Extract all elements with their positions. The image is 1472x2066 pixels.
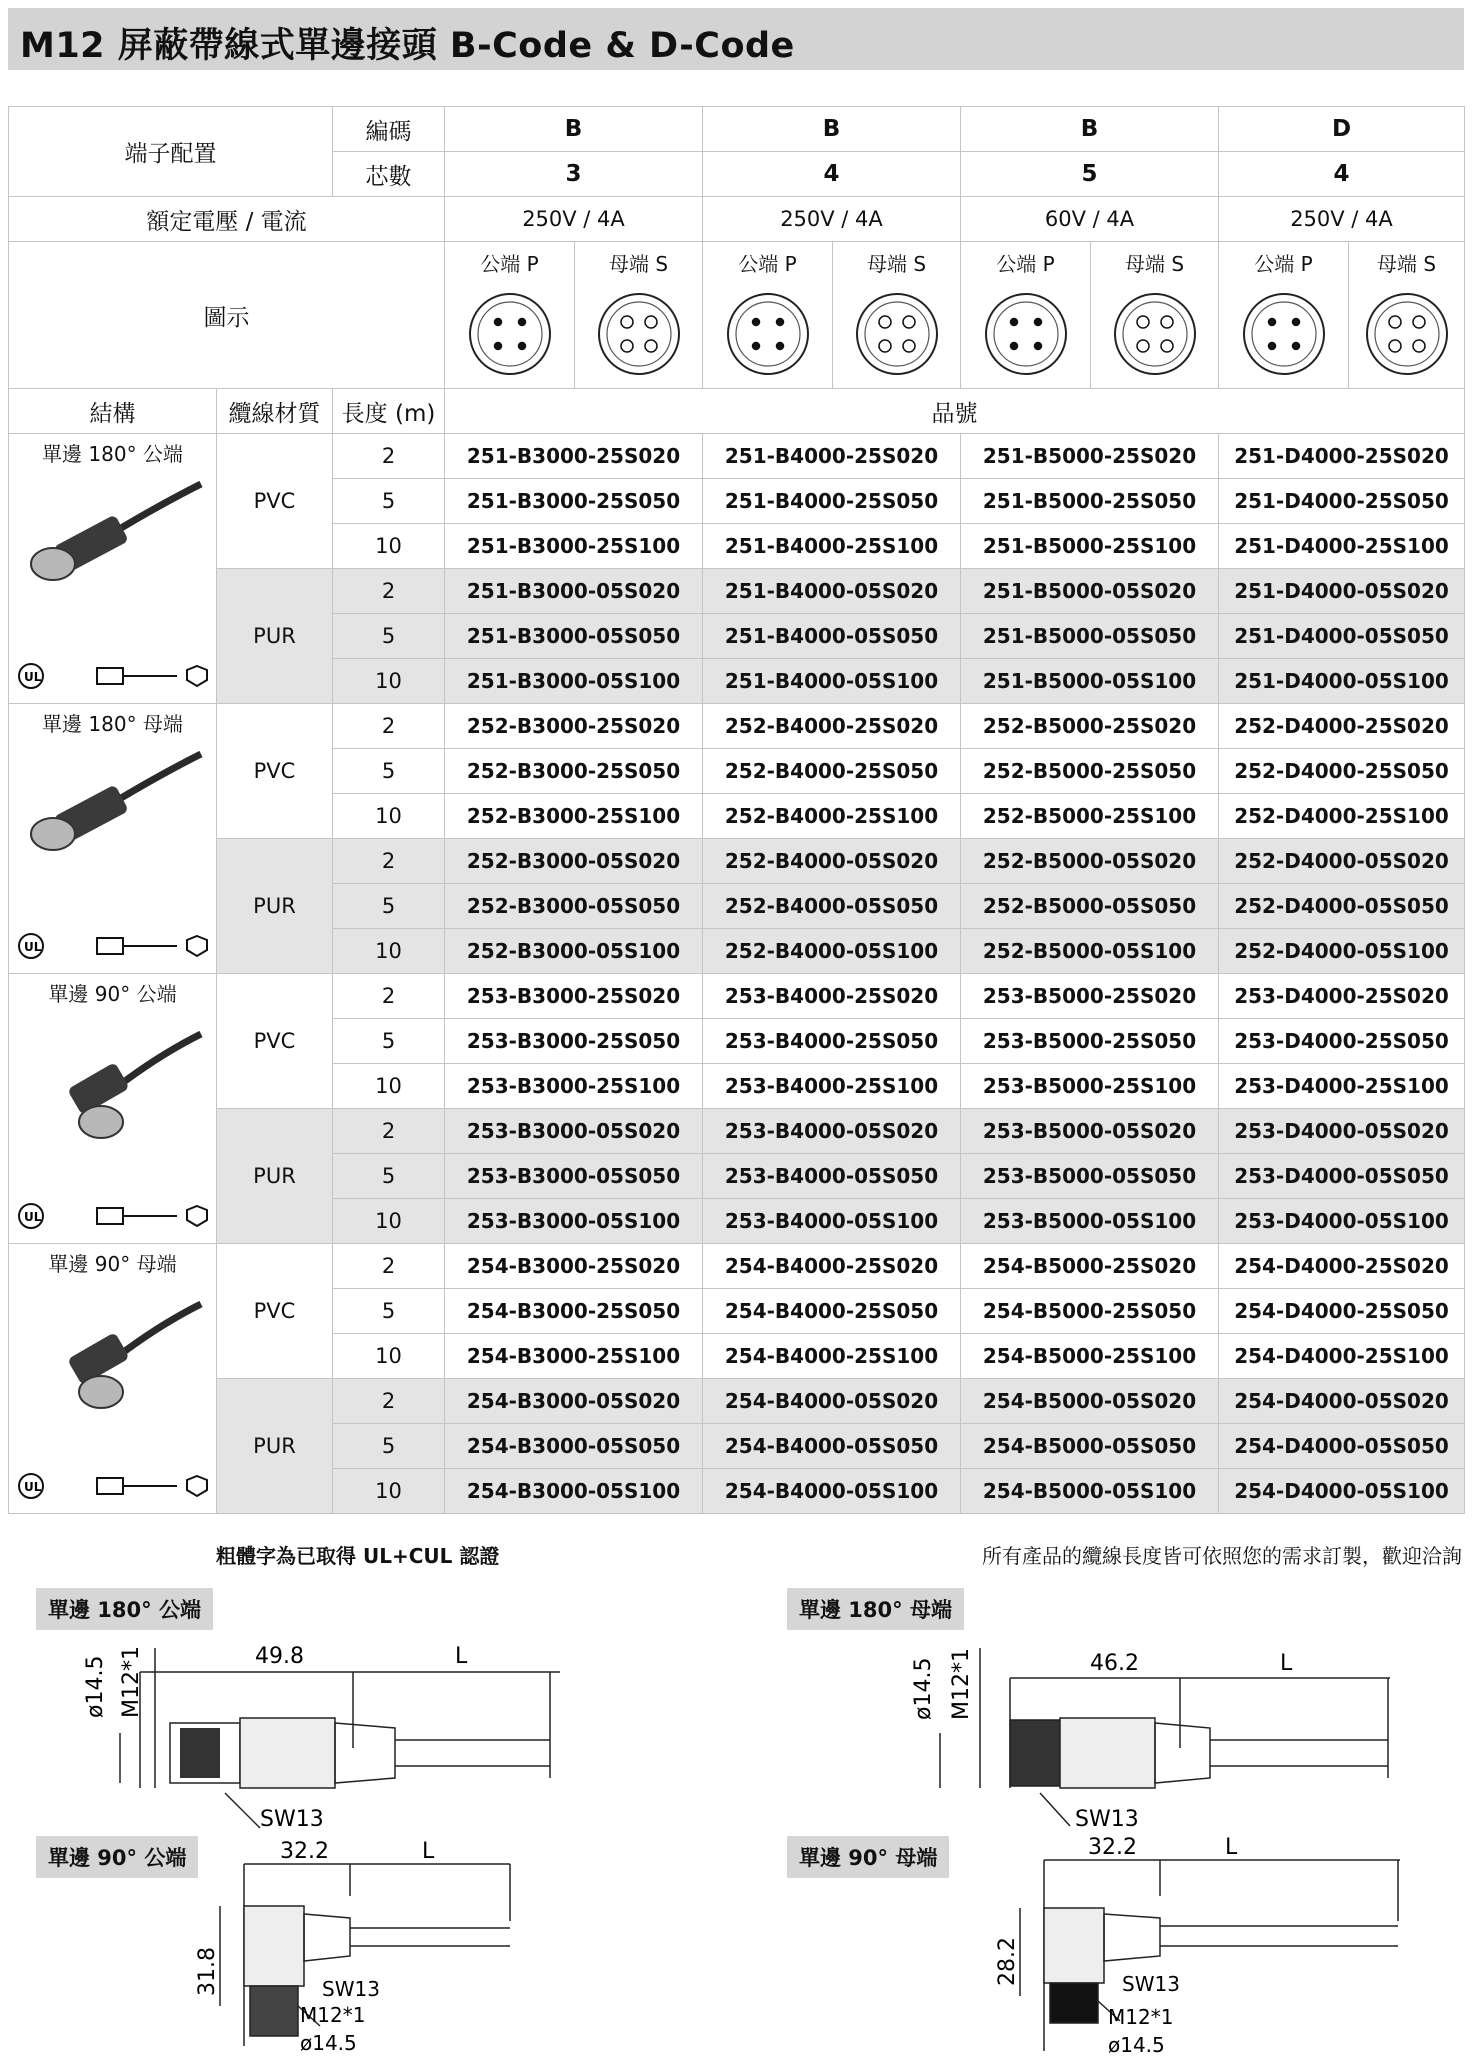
- male-label: 公端 P: [738, 252, 797, 276]
- length-cell: 2: [333, 839, 445, 884]
- part-no-header: 品號: [445, 389, 1465, 434]
- structure-cell: [9, 1244, 217, 1514]
- cores-label: 芯數: [333, 152, 445, 197]
- cert-icons: [17, 1472, 213, 1505]
- svg-text:UL: UL: [24, 1480, 42, 1494]
- part-number: 253-B4000-05S100: [703, 1199, 961, 1244]
- part-number: 251-D4000-25S100: [1219, 524, 1465, 569]
- part-number: 251-B5000-25S050: [961, 479, 1219, 524]
- length-cell: 2: [333, 434, 445, 479]
- part-number: 253-B4000-25S020: [703, 974, 961, 1019]
- female-pin-icon: [1113, 292, 1197, 376]
- col-rating: 250V / 4A: [1219, 197, 1465, 242]
- dim-cable: L: [1225, 1835, 1238, 1860]
- length-cell: 10: [333, 929, 445, 974]
- part-number: 254-D4000-25S050: [1219, 1289, 1465, 1334]
- dim-diameter: ø14.5: [911, 1657, 936, 1720]
- part-number: 253-B3000-25S050: [445, 1019, 703, 1064]
- length-cell: 2: [333, 1379, 445, 1424]
- part-number: 254-B4000-25S050: [703, 1289, 961, 1334]
- part-number: 254-B5000-25S020: [961, 1244, 1219, 1289]
- length-cell: 2: [333, 569, 445, 614]
- part-number: 254-B3000-05S100: [445, 1469, 703, 1514]
- part-number: 252-B3000-25S020: [445, 704, 703, 749]
- male-label: 公端 P: [480, 252, 539, 276]
- part-number: 252-B3000-05S020: [445, 839, 703, 884]
- part-number: 253-B4000-25S050: [703, 1019, 961, 1064]
- part-number: 251-B4000-25S050: [703, 479, 961, 524]
- svg-text:UL: UL: [24, 1210, 42, 1224]
- length-cell: 5: [333, 1154, 445, 1199]
- part-number: 254-B5000-05S100: [961, 1469, 1219, 1514]
- drawing-180-male: [60, 1628, 580, 1832]
- female-pin-cell: [1349, 242, 1465, 389]
- dim-sw: SW13: [1122, 1972, 1180, 1996]
- custom-length-note: 所有產品的纜線長度皆可依照您的需求訂製，歡迎洽詢: [982, 1544, 1462, 1568]
- part-number: 253-B5000-05S050: [961, 1154, 1219, 1199]
- part-number: 251-B5000-05S100: [961, 659, 1219, 704]
- length-cell: 10: [333, 524, 445, 569]
- part-number: 254-D4000-05S100: [1219, 1469, 1465, 1514]
- table-row: [9, 434, 1465, 479]
- female-pin-cell: [1091, 242, 1219, 389]
- length-cell: 2: [333, 1244, 445, 1289]
- terminal-config-label: 端子配置: [9, 107, 333, 197]
- page-title: M12 屏蔽帶線式單邊接頭 B-Code & D-Code: [20, 26, 795, 66]
- length-cell: 10: [333, 659, 445, 704]
- part-number: 253-D4000-05S020: [1219, 1109, 1465, 1154]
- cable-material: PVC: [217, 434, 333, 569]
- part-number: 251-B4000-25S020: [703, 434, 961, 479]
- length-cell: 5: [333, 1019, 445, 1064]
- part-number: 254-B4000-25S020: [703, 1244, 961, 1289]
- part-number: 253-D4000-25S020: [1219, 974, 1465, 1019]
- part-number: 251-B5000-25S100: [961, 524, 1219, 569]
- part-number: 252-B4000-25S100: [703, 794, 961, 839]
- dim-thread: M12*1: [119, 1646, 144, 1718]
- length-cell: 10: [333, 1469, 445, 1514]
- part-number: 253-B5000-25S020: [961, 974, 1219, 1019]
- part-number: 252-B4000-25S050: [703, 749, 961, 794]
- length-cell: 5: [333, 614, 445, 659]
- structure-name: 單邊 90° 公端: [48, 982, 177, 1006]
- part-number: 253-B5000-25S050: [961, 1019, 1219, 1064]
- drawing-label: 單邊 180° 公端: [36, 1588, 213, 1630]
- dim-length: 32.2: [1088, 1835, 1137, 1860]
- part-number: 251-B3000-05S100: [445, 659, 703, 704]
- drawing-90-female: [995, 1835, 1420, 2061]
- cable-material: PVC: [217, 974, 333, 1109]
- part-number: 254-B4000-05S020: [703, 1379, 961, 1424]
- part-number: 253-D4000-25S100: [1219, 1064, 1465, 1109]
- part-number: 254-B3000-25S050: [445, 1289, 703, 1334]
- dim-height: 28.2: [995, 1937, 1020, 1986]
- part-number: 254-D4000-05S050: [1219, 1424, 1465, 1469]
- part-number: 252-D4000-25S050: [1219, 749, 1465, 794]
- table-row: [9, 974, 1465, 1019]
- male-pin-cell: [703, 242, 833, 389]
- col-cores: 5: [961, 152, 1219, 197]
- female-label: 母端 S: [608, 252, 669, 276]
- table-row: [9, 1109, 1465, 1154]
- ul-note: 粗體字為已取得 UL+CUL 認證: [216, 1544, 500, 1568]
- part-number: 252-D4000-05S100: [1219, 929, 1465, 974]
- cert-icons: [17, 1202, 213, 1235]
- ul-cert-icon: [17, 1202, 213, 1230]
- part-number: 252-D4000-25S020: [1219, 704, 1465, 749]
- male-pin-cell: [1219, 242, 1349, 389]
- part-number: 251-B5000-25S020: [961, 434, 1219, 479]
- ul-cert-icon: [17, 932, 213, 960]
- part-number: 254-B3000-05S020: [445, 1379, 703, 1424]
- title-bar: [8, 8, 1464, 70]
- part-number: 252-B3000-25S100: [445, 794, 703, 839]
- length-cell: 5: [333, 884, 445, 929]
- male-pin-icon: [1242, 292, 1326, 376]
- ul-cert-icon: [17, 662, 213, 690]
- drawing-label: 單邊 90° 母端: [787, 1836, 949, 1878]
- svg-text:UL: UL: [24, 670, 42, 684]
- part-number: 252-B5000-25S050: [961, 749, 1219, 794]
- col-rating: 250V / 4A: [445, 197, 703, 242]
- male-pin-cell: [961, 242, 1091, 389]
- female-pin-cell: [833, 242, 961, 389]
- part-number: 251-D4000-05S050: [1219, 614, 1465, 659]
- dim-length: 32.2: [280, 1839, 329, 1864]
- female-pin-cell: [575, 242, 703, 389]
- drawing-90-male: [195, 1836, 530, 2061]
- col-rating: 60V / 4A: [961, 197, 1219, 242]
- part-number: 252-B4000-05S050: [703, 884, 961, 929]
- dim-height: 31.8: [195, 1947, 220, 1996]
- part-number: 251-B4000-05S100: [703, 659, 961, 704]
- male-pin-icon: [468, 292, 552, 376]
- part-number: 254-D4000-05S020: [1219, 1379, 1465, 1424]
- part-number: 251-B4000-25S100: [703, 524, 961, 569]
- part-number: 254-B5000-05S020: [961, 1379, 1219, 1424]
- col-code: B: [445, 107, 703, 152]
- col-code: B: [703, 107, 961, 152]
- cable-material-header: 纜線材質: [217, 389, 333, 434]
- part-number: 251-B3000-25S020: [445, 434, 703, 479]
- table-row: [9, 1379, 1465, 1424]
- cable-material: PUR: [217, 1109, 333, 1244]
- part-number: 253-B5000-05S100: [961, 1199, 1219, 1244]
- part-number: 253-B4000-05S020: [703, 1109, 961, 1154]
- part-number: 253-B3000-05S050: [445, 1154, 703, 1199]
- part-number: 251-B4000-05S020: [703, 569, 961, 614]
- dim-thread: M12*1: [1108, 2005, 1174, 2029]
- connector-photo: [31, 1014, 201, 1144]
- length-cell: 2: [333, 704, 445, 749]
- table-row: [9, 839, 1465, 884]
- connector-photo: [31, 474, 201, 604]
- dim-cable: L: [1280, 1651, 1293, 1676]
- part-number: 254-B4000-05S100: [703, 1469, 961, 1514]
- length-cell: 10: [333, 794, 445, 839]
- part-number: 253-D4000-25S050: [1219, 1019, 1465, 1064]
- part-number: 251-B3000-25S100: [445, 524, 703, 569]
- female-pin-icon: [855, 292, 939, 376]
- part-number: 253-B5000-25S100: [961, 1064, 1219, 1109]
- part-number: 253-B4000-25S100: [703, 1064, 961, 1109]
- col-code: D: [1219, 107, 1465, 152]
- col-cores: 4: [1219, 152, 1465, 197]
- male-pin-icon: [726, 292, 810, 376]
- part-number: 251-B5000-05S020: [961, 569, 1219, 614]
- length-header: 長度 (m): [333, 389, 445, 434]
- part-number: 253-D4000-05S100: [1219, 1199, 1465, 1244]
- dim-cable: L: [455, 1644, 468, 1669]
- cable-material: PUR: [217, 569, 333, 704]
- part-number: 252-B4000-05S020: [703, 839, 961, 884]
- part-number: 251-B5000-05S050: [961, 614, 1219, 659]
- connector-photo: [31, 744, 201, 874]
- table-row: [9, 1244, 1465, 1289]
- length-cell: 2: [333, 974, 445, 1019]
- cable-material: PUR: [217, 1379, 333, 1514]
- part-number: 252-B5000-05S100: [961, 929, 1219, 974]
- part-number: 254-B4000-05S050: [703, 1424, 961, 1469]
- part-number: 254-D4000-25S020: [1219, 1244, 1465, 1289]
- part-number: 254-B5000-25S050: [961, 1289, 1219, 1334]
- part-number: 251-B3000-05S050: [445, 614, 703, 659]
- table-row: [9, 704, 1465, 749]
- length-cell: 10: [333, 1334, 445, 1379]
- part-number: 252-B5000-05S050: [961, 884, 1219, 929]
- female-label: 母端 S: [1376, 252, 1437, 276]
- part-number: 253-B3000-25S100: [445, 1064, 703, 1109]
- cable-material: PVC: [217, 1244, 333, 1379]
- part-number: 254-D4000-25S100: [1219, 1334, 1465, 1379]
- structure-name: 單邊 180° 母端: [42, 712, 183, 736]
- cert-icons: [17, 932, 213, 965]
- structure-cell: [9, 974, 217, 1244]
- part-number: 252-D4000-25S100: [1219, 794, 1465, 839]
- male-pin-icon: [984, 292, 1068, 376]
- structure-name: 單邊 90° 母端: [48, 1252, 177, 1276]
- part-number: 254-B3000-05S050: [445, 1424, 703, 1469]
- dim-diameter: ø14.5: [1108, 2033, 1165, 2057]
- part-number: 253-B3000-05S020: [445, 1109, 703, 1154]
- female-label: 母端 S: [1124, 252, 1185, 276]
- part-number: 252-B5000-25S100: [961, 794, 1219, 839]
- cable-material: PVC: [217, 704, 333, 839]
- part-number: 251-B3000-05S020: [445, 569, 703, 614]
- cable-material: PUR: [217, 839, 333, 974]
- length-cell: 2: [333, 1109, 445, 1154]
- dim-sw: SW13: [322, 1977, 380, 2001]
- male-label: 公端 P: [1254, 252, 1313, 276]
- part-number: 252-B4000-25S020: [703, 704, 961, 749]
- female-label: 母端 S: [866, 252, 927, 276]
- dim-thread: M12*1: [949, 1648, 974, 1720]
- drawing-label: 單邊 90° 公端: [36, 1836, 198, 1878]
- part-number: 251-B4000-05S050: [703, 614, 961, 659]
- part-number: 251-D4000-05S100: [1219, 659, 1465, 704]
- svg-text:UL: UL: [24, 940, 42, 954]
- dim-length: 49.8: [255, 1644, 304, 1669]
- part-number: 251-D4000-25S050: [1219, 479, 1465, 524]
- part-number: 254-B5000-05S050: [961, 1424, 1219, 1469]
- part-number: 252-B5000-05S020: [961, 839, 1219, 884]
- part-number: 254-B3000-25S020: [445, 1244, 703, 1289]
- cert-icons: [17, 662, 213, 695]
- dim-sw: SW13: [260, 1807, 324, 1832]
- part-number: 254-B4000-25S100: [703, 1334, 961, 1379]
- table-row: [9, 569, 1465, 614]
- dim-thread: M12*1: [300, 2003, 366, 2027]
- col-code: B: [961, 107, 1219, 152]
- part-number: 252-B3000-05S100: [445, 929, 703, 974]
- part-number: 253-D4000-05S050: [1219, 1154, 1465, 1199]
- length-cell: 5: [333, 1289, 445, 1334]
- diagram-label: 圖示: [9, 242, 445, 389]
- part-number: 252-B4000-05S100: [703, 929, 961, 974]
- structure-cell: [9, 434, 217, 704]
- part-number: 252-D4000-05S050: [1219, 884, 1465, 929]
- drawing-180-female: [910, 1628, 1430, 1832]
- part-number: 252-D4000-05S020: [1219, 839, 1465, 884]
- part-number: 253-B5000-05S020: [961, 1109, 1219, 1154]
- female-pin-icon: [597, 292, 681, 376]
- length-cell: 5: [333, 1424, 445, 1469]
- structure-cell: [9, 704, 217, 974]
- dim-cable: L: [422, 1839, 435, 1864]
- part-number: 252-B3000-05S050: [445, 884, 703, 929]
- part-number: 254-B3000-25S100: [445, 1334, 703, 1379]
- length-cell: 5: [333, 749, 445, 794]
- male-label: 公端 P: [996, 252, 1055, 276]
- part-number: 252-B3000-25S050: [445, 749, 703, 794]
- structure-name: 單邊 180° 公端: [42, 442, 183, 466]
- length-cell: 10: [333, 1199, 445, 1244]
- dim-sw: SW13: [1075, 1807, 1139, 1832]
- length-cell: 5: [333, 479, 445, 524]
- coding-label: 編碼: [333, 107, 445, 152]
- part-number: 254-B5000-25S100: [961, 1334, 1219, 1379]
- drawing-label: 單邊 180° 母端: [787, 1588, 964, 1630]
- connector-photo: [31, 1284, 201, 1414]
- spec-table: [8, 106, 1465, 1514]
- rating-label: 額定電壓 / 電流: [9, 197, 445, 242]
- col-rating: 250V / 4A: [703, 197, 961, 242]
- col-cores: 4: [703, 152, 961, 197]
- part-number: 251-D4000-05S020: [1219, 569, 1465, 614]
- part-number: 251-B3000-25S050: [445, 479, 703, 524]
- length-cell: 10: [333, 1064, 445, 1109]
- structure-header: 結構: [9, 389, 217, 434]
- part-number: 253-B4000-05S050: [703, 1154, 961, 1199]
- dim-diameter: ø14.5: [300, 2031, 357, 2055]
- col-cores: 3: [445, 152, 703, 197]
- part-number: 252-B5000-25S020: [961, 704, 1219, 749]
- part-number: 253-B3000-05S100: [445, 1199, 703, 1244]
- male-pin-cell: [445, 242, 575, 389]
- dim-diameter: ø14.5: [83, 1655, 108, 1718]
- female-pin-icon: [1365, 292, 1449, 376]
- part-number: 251-D4000-25S020: [1219, 434, 1465, 479]
- part-number: 253-B3000-25S020: [445, 974, 703, 1019]
- dim-length: 46.2: [1090, 1651, 1139, 1676]
- ul-cert-icon: [17, 1472, 213, 1500]
